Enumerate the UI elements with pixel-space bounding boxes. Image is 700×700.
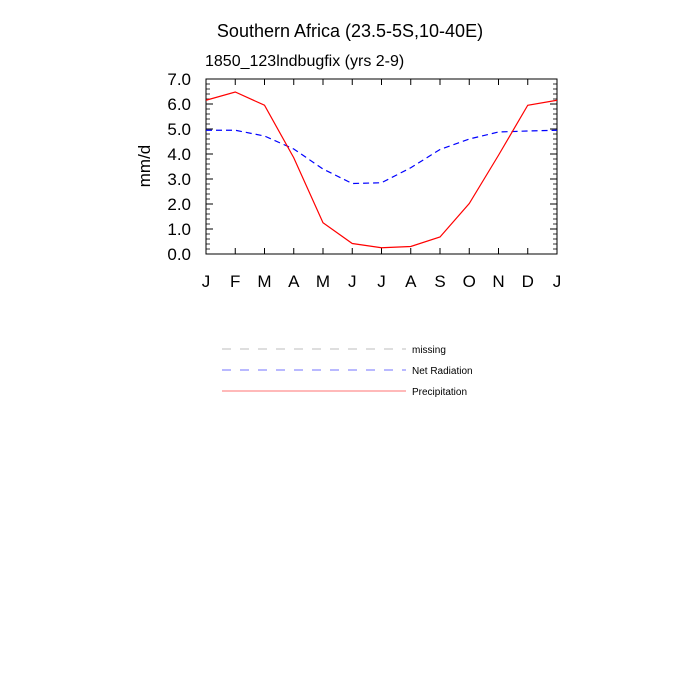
series-lines — [206, 92, 557, 248]
y-tick-label: 4.0 — [167, 145, 191, 164]
x-tick-label: A — [405, 272, 417, 291]
x-tick-label: M — [315, 272, 331, 291]
legend — [222, 345, 473, 398]
chart-subtitle: 1850_123lndbugfix (yrs 2-9) — [205, 53, 405, 70]
y-tick-label: 7.0 — [167, 70, 191, 89]
x-tick-label: J — [201, 272, 211, 291]
x-tick-label: S — [434, 272, 446, 291]
legend-label: Precipitation — [412, 387, 468, 398]
x-tick-label: J — [377, 272, 386, 291]
y-tick-label: 5.0 — [167, 120, 191, 139]
x-tick-label: A — [288, 272, 300, 291]
legend-label: Net Radiation — [412, 366, 473, 377]
y-tick-label: 6.0 — [167, 95, 191, 114]
plot-frame — [206, 79, 557, 254]
series-line — [206, 130, 557, 183]
x-tick-label: D — [521, 272, 534, 291]
y-tick-label: 1.0 — [167, 220, 191, 239]
x-axis — [202, 79, 562, 291]
x-tick-label: F — [230, 272, 241, 291]
y-axis-label: mm/d — [135, 144, 154, 188]
y-tick-label: 0.0 — [167, 245, 191, 264]
x-tick-label: O — [462, 272, 476, 291]
x-tick-label: N — [492, 272, 505, 291]
x-tick-label: M — [257, 272, 272, 291]
y-tick-label: 3.0 — [167, 170, 191, 189]
series-line — [206, 92, 557, 248]
chart-title: Southern Africa (23.5-5S,10-40E) — [216, 21, 484, 41]
y-tick-label: 2.0 — [167, 195, 191, 214]
legend-label: missing — [412, 345, 446, 356]
y-axis — [167, 70, 557, 264]
x-tick-label: J — [348, 272, 357, 291]
x-tick-label: J — [552, 272, 562, 291]
